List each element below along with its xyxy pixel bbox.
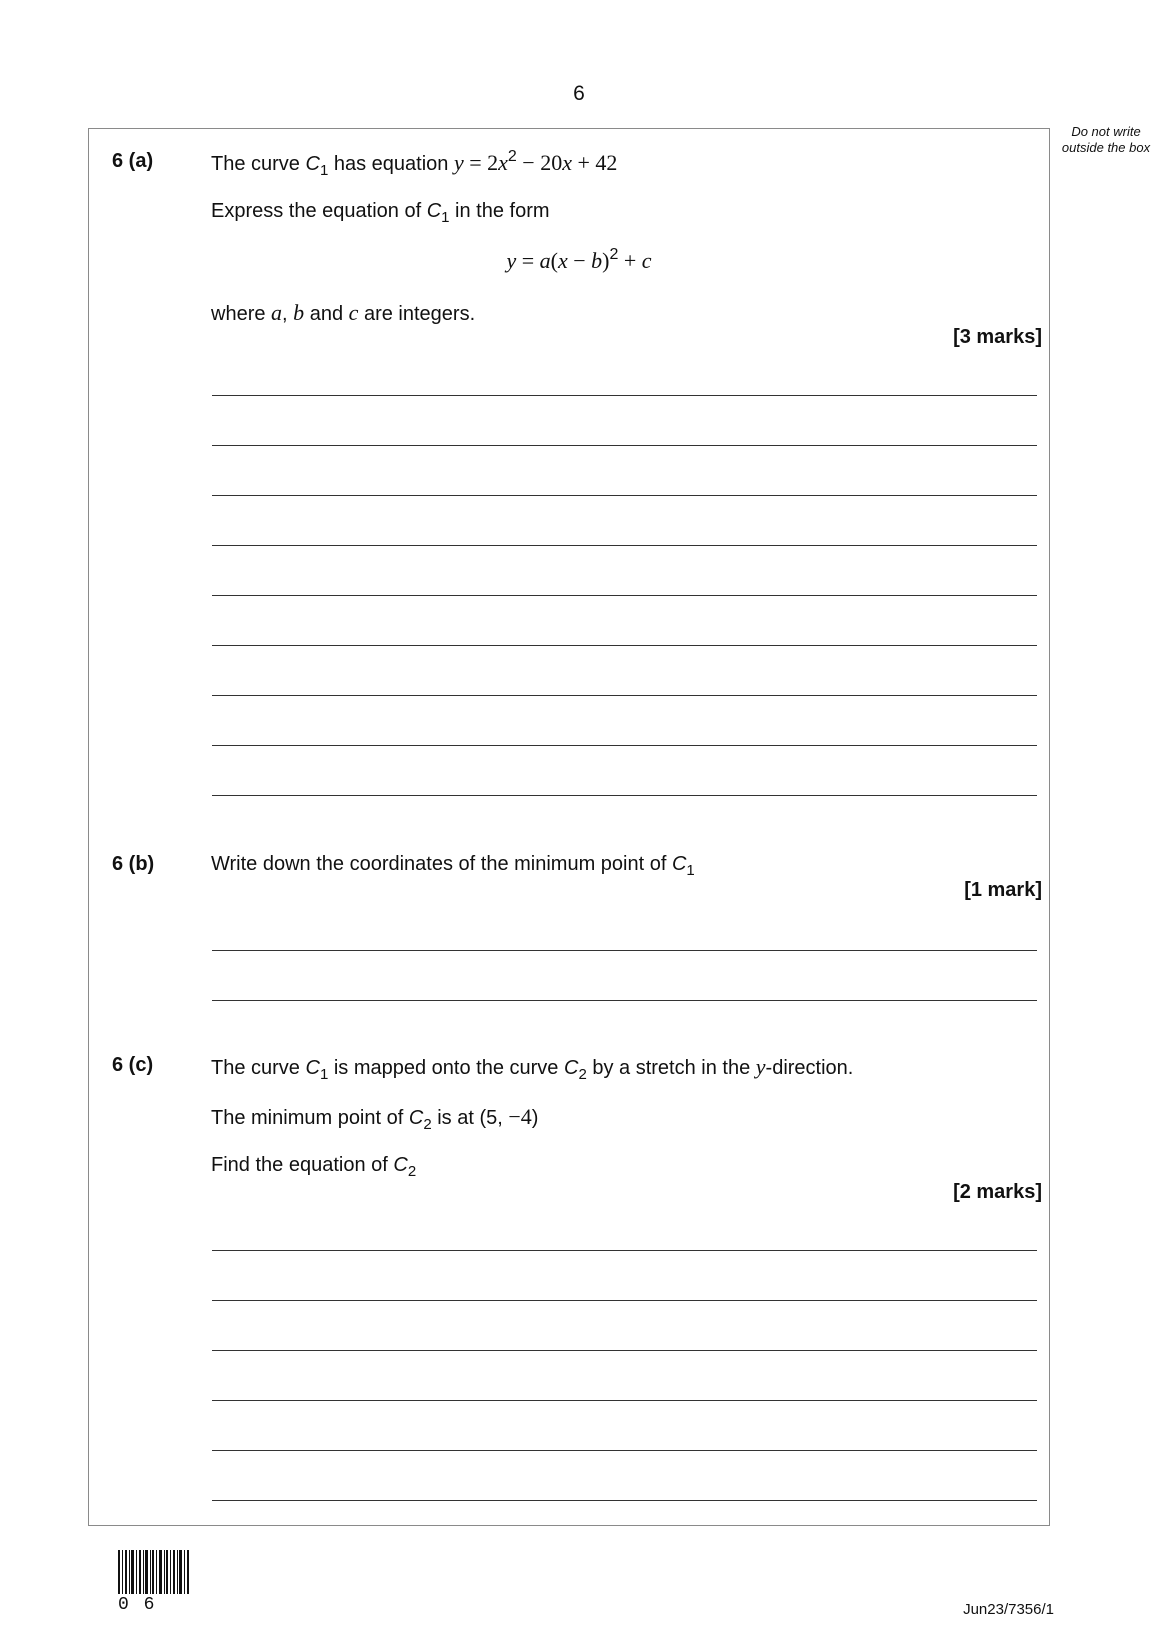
answer-line[interactable]: [212, 445, 1037, 446]
answer-line[interactable]: [212, 795, 1037, 796]
question-6a-instruction: Express the equation of $C_1$ in the form: [211, 200, 550, 226]
answer-line[interactable]: [212, 395, 1037, 396]
question-6c-label: 6 (c): [112, 1054, 154, 1076]
question-6a-intro: The curve $C_1$ has equation $y = 2x^2 - 20x + 42$: [211, 148, 618, 179]
answer-line[interactable]: [212, 1300, 1037, 1301]
question-6b-label: 6 (b): [112, 853, 155, 875]
question-6b-text: Write down the coordinates of the minimum point of $C_1$: [211, 853, 695, 879]
answer-line[interactable]: [212, 545, 1037, 546]
answer-box: [88, 128, 1050, 1526]
paper-reference: Jun23/7356/1: [963, 1601, 1054, 1618]
question-6c-find: Find the equation of $C_2$: [211, 1154, 417, 1180]
answer-line[interactable]: [212, 1350, 1037, 1351]
barcode-digits: 0 6: [118, 1595, 157, 1615]
answer-line[interactable]: [212, 745, 1037, 746]
barcode-image: [118, 1550, 190, 1594]
answer-line[interactable]: [212, 1250, 1037, 1251]
question-6c-marks: [2 marks]: [953, 1181, 1042, 1203]
page-number: 6: [573, 82, 585, 105]
answer-line[interactable]: [212, 1000, 1037, 1001]
answer-line[interactable]: [212, 1400, 1037, 1401]
answer-line[interactable]: [212, 645, 1037, 646]
target-form-equation: $y = a(x - b)^2 + c$: [506, 246, 652, 273]
answer-line[interactable]: [212, 950, 1037, 951]
answer-line[interactable]: [212, 1500, 1037, 1501]
margin-note: Do not write outside the box: [1061, 124, 1151, 155]
answer-line[interactable]: [212, 495, 1037, 496]
question-6a-condition: where a, b and c are integers.: [211, 300, 476, 325]
answer-line[interactable]: [212, 695, 1037, 696]
question-6b-marks: [1 mark]: [964, 879, 1042, 901]
answer-line[interactable]: [212, 1450, 1037, 1451]
question-6c-minimum: The minimum point of $C_2$ is at (5, −4): [211, 1104, 539, 1133]
question-6a-label: 6 (a): [112, 150, 154, 172]
question-6c-text: The curve $C_1$ is mapped onto the curve $C_2$ by a stretch in the y-direction.: [211, 1054, 854, 1083]
question-6a-marks: [3 marks]: [953, 326, 1042, 348]
answer-line[interactable]: [212, 595, 1037, 596]
